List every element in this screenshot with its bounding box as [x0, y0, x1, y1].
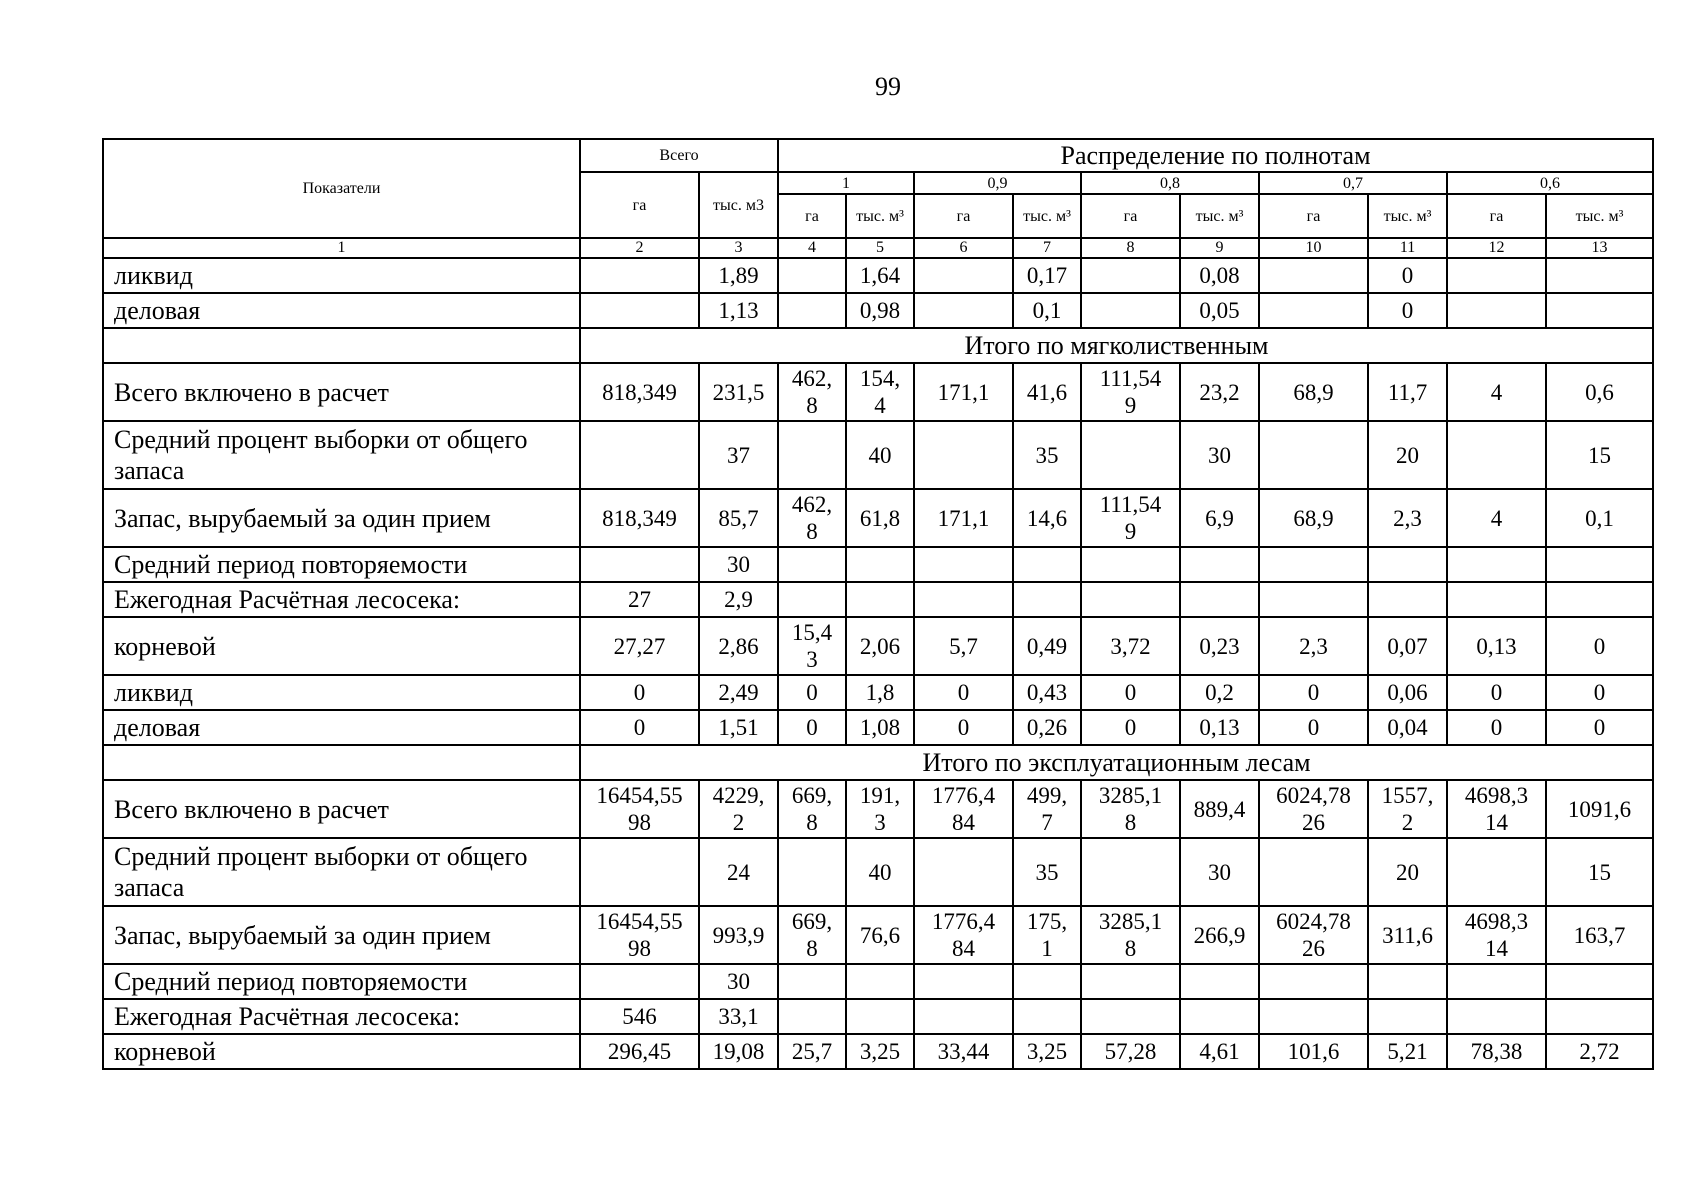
section-row	[103, 745, 1653, 780]
table-cell: 6024,78 26	[1259, 906, 1368, 964]
column-number: 8	[1081, 238, 1180, 258]
header-density-1: 1	[778, 172, 914, 194]
table-cell: 2,3	[1259, 617, 1368, 675]
section-title: Итого по эксплуатационным лесам	[580, 745, 1653, 780]
table-cell	[778, 999, 846, 1034]
table-cell	[580, 258, 699, 293]
table-cell: 0	[1546, 617, 1653, 675]
table-cell: 0,6	[1546, 363, 1653, 421]
row-label: деловая	[103, 293, 580, 328]
header-ha: га	[914, 194, 1013, 238]
table-cell: 0,2	[1180, 675, 1259, 710]
table-cell	[1368, 582, 1447, 617]
header-volume: тыс. м³	[1013, 194, 1081, 238]
header-density-0-9: 0,9	[914, 172, 1081, 194]
table-header	[103, 139, 1653, 258]
table-cell	[846, 547, 914, 582]
column-number: 5	[846, 238, 914, 258]
table-cell	[1081, 964, 1180, 999]
table-cell: 0	[580, 710, 699, 745]
table-cell: 2,9	[699, 582, 778, 617]
table-cell	[1447, 293, 1546, 328]
table-cell: 16454,55 98	[580, 906, 699, 964]
table-cell: 0,98	[846, 293, 914, 328]
column-number: 6	[914, 238, 1013, 258]
table-cell: 25,7	[778, 1034, 846, 1069]
table-cell	[1013, 999, 1081, 1034]
table-cell: 993,9	[699, 906, 778, 964]
table-cell: 1776,4 84	[914, 906, 1013, 964]
table-cell: 462, 8	[778, 489, 846, 547]
table-cell: 0,05	[1180, 293, 1259, 328]
table-cell: 1,08	[846, 710, 914, 745]
table-cell: 0,08	[1180, 258, 1259, 293]
table-cell: 2,49	[699, 675, 778, 710]
table-cell: 23,2	[1180, 363, 1259, 421]
column-number: 1	[103, 238, 580, 258]
table-cell	[1081, 838, 1180, 906]
table-cell: 1,51	[699, 710, 778, 745]
table-cell	[1447, 964, 1546, 999]
row-label: Всего включено в расчет	[103, 363, 580, 421]
table-row	[103, 617, 1653, 675]
table-cell: 0,07	[1368, 617, 1447, 675]
indicators-table	[102, 138, 1654, 1070]
table-cell: 0,13	[1180, 710, 1259, 745]
table-cell	[1447, 421, 1546, 489]
table-cell	[1081, 547, 1180, 582]
table-cell: 462, 8	[778, 363, 846, 421]
table-row	[103, 780, 1653, 838]
header-density-0-6: 0,6	[1447, 172, 1653, 194]
table-cell: 0,04	[1368, 710, 1447, 745]
table-cell	[1013, 582, 1081, 617]
header-total: Всего	[580, 139, 778, 172]
table-cell: 35	[1013, 421, 1081, 489]
table-cell: 15	[1546, 838, 1653, 906]
column-number: 11	[1368, 238, 1447, 258]
row-label: корневой	[103, 617, 580, 675]
table-cell	[1546, 293, 1653, 328]
table-cell: 61,8	[846, 489, 914, 547]
table-cell: 33,1	[699, 999, 778, 1034]
table-cell: 4698,3 14	[1447, 780, 1546, 838]
table-cell	[1259, 547, 1368, 582]
table-cell	[914, 999, 1013, 1034]
table-cell: 0,49	[1013, 617, 1081, 675]
table-cell	[1180, 964, 1259, 999]
table-cell: 0	[1259, 710, 1368, 745]
table-cell: 111,54 9	[1081, 489, 1180, 547]
table-cell	[778, 421, 846, 489]
table-cell: 5,21	[1368, 1034, 1447, 1069]
table-cell: 1091,6	[1546, 780, 1653, 838]
row-label: Ежегодная Расчётная лесосека:	[103, 999, 580, 1034]
table-cell	[914, 293, 1013, 328]
row-label: Средний процент выборки от общего запаса	[103, 421, 580, 489]
table-cell	[1447, 838, 1546, 906]
table-cell: 40	[846, 838, 914, 906]
table-cell: 3285,1 8	[1081, 906, 1180, 964]
table-cell: 154, 4	[846, 363, 914, 421]
table-cell: 0,43	[1013, 675, 1081, 710]
table-cell	[1546, 999, 1653, 1034]
table-cell: 41,6	[1013, 363, 1081, 421]
table-cell: 5,7	[914, 617, 1013, 675]
table-cell: 0	[1368, 293, 1447, 328]
table-cell	[1081, 421, 1180, 489]
table-cell: 111,54 9	[1081, 363, 1180, 421]
table-cell: 4	[1447, 363, 1546, 421]
row-label: ликвид	[103, 675, 580, 710]
table-cell	[1447, 582, 1546, 617]
table-cell: 0,23	[1180, 617, 1259, 675]
table-cell: 3,25	[1013, 1034, 1081, 1069]
table-cell: 3,25	[846, 1034, 914, 1069]
table-cell	[1546, 582, 1653, 617]
table-cell: 14,6	[1013, 489, 1081, 547]
table-cell	[1546, 547, 1653, 582]
table-cell: 30	[1180, 421, 1259, 489]
table-cell: 1,8	[846, 675, 914, 710]
table-cell: 15,4 3	[778, 617, 846, 675]
table-cell	[914, 838, 1013, 906]
table-cell: 4,61	[1180, 1034, 1259, 1069]
table-row	[103, 710, 1653, 745]
table-cell: 311,6	[1368, 906, 1447, 964]
column-number: 4	[778, 238, 846, 258]
table-cell	[1180, 582, 1259, 617]
table-cell: 0	[778, 675, 846, 710]
table-cell: 3285,1 8	[1081, 780, 1180, 838]
table-cell: 30	[699, 964, 778, 999]
table-cell: 57,28	[1081, 1034, 1180, 1069]
table-cell	[1368, 964, 1447, 999]
header-density-0-8: 0,8	[1081, 172, 1259, 194]
table-cell	[1259, 838, 1368, 906]
table-cell: 27	[580, 582, 699, 617]
table-cell	[1447, 999, 1546, 1034]
table-cell	[1259, 293, 1368, 328]
table-cell	[778, 547, 846, 582]
row-label: Ежегодная Расчётная лесосека:	[103, 582, 580, 617]
table-cell: 0,1	[1546, 489, 1653, 547]
table-cell: 35	[1013, 838, 1081, 906]
header-total-ha: га	[580, 172, 699, 238]
table-cell: 11,7	[1368, 363, 1447, 421]
table-cell: 818,349	[580, 363, 699, 421]
table-row	[103, 363, 1653, 421]
row-label: Запас, вырубаемый за один прием	[103, 906, 580, 964]
header-total-volume: тыс. м3	[699, 172, 778, 238]
table-cell	[1447, 547, 1546, 582]
header-distribution: Распределение по полнотам	[778, 139, 1653, 172]
table-cell	[1447, 258, 1546, 293]
table-cell	[914, 964, 1013, 999]
table-cell	[1013, 547, 1081, 582]
table-cell	[580, 421, 699, 489]
table-cell: 171,1	[914, 363, 1013, 421]
row-label: Средний период повторяемости	[103, 547, 580, 582]
column-number: 10	[1259, 238, 1368, 258]
row-label: деловая	[103, 710, 580, 745]
table-row	[103, 1034, 1653, 1069]
header-volume: тыс. м³	[1368, 194, 1447, 238]
table-cell: 4229, 2	[699, 780, 778, 838]
table-cell: 6,9	[1180, 489, 1259, 547]
table-cell: 546	[580, 999, 699, 1034]
table-cell: 4698,3 14	[1447, 906, 1546, 964]
table-cell: 6024,78 26	[1259, 780, 1368, 838]
table-cell: 0	[1081, 675, 1180, 710]
table-cell: 818,349	[580, 489, 699, 547]
table-cell: 76,6	[846, 906, 914, 964]
table-cell: 1776,4 84	[914, 780, 1013, 838]
table-row	[103, 547, 1653, 582]
table-cell: 0	[914, 675, 1013, 710]
column-number: 2	[580, 238, 699, 258]
section-blank-cell	[103, 328, 580, 363]
table-cell	[778, 582, 846, 617]
table-row	[103, 293, 1653, 328]
table-cell	[1013, 964, 1081, 999]
table-cell: 16454,55 98	[580, 780, 699, 838]
table-cell	[846, 582, 914, 617]
table-cell: 2,72	[1546, 1034, 1653, 1069]
section-row	[103, 328, 1653, 363]
header-volume: тыс. м³	[1546, 194, 1653, 238]
table-cell: 0	[778, 710, 846, 745]
table-cell	[1259, 999, 1368, 1034]
table-cell: 24	[699, 838, 778, 906]
table-cell	[1259, 582, 1368, 617]
table-cell	[914, 258, 1013, 293]
table-cell	[1546, 964, 1653, 999]
table-cell: 499, 7	[1013, 780, 1081, 838]
table-cell: 0,13	[1447, 617, 1546, 675]
table-cell	[778, 293, 846, 328]
column-number-row	[103, 238, 1653, 258]
table-cell: 3,72	[1081, 617, 1180, 675]
table-cell	[580, 293, 699, 328]
table-cell: 85,7	[699, 489, 778, 547]
row-label: Средний процент выборки от общего запаса	[103, 838, 580, 906]
row-label: Всего включено в расчет	[103, 780, 580, 838]
table-cell: 0	[914, 710, 1013, 745]
section-title: Итого по мягколиственным	[580, 328, 1653, 363]
table-cell: 30	[699, 547, 778, 582]
table-cell: 33,44	[914, 1034, 1013, 1069]
table-cell: 0	[1259, 675, 1368, 710]
table-cell: 1557, 2	[1368, 780, 1447, 838]
table-cell	[1081, 999, 1180, 1034]
table-row	[103, 838, 1653, 906]
header-ha: га	[1447, 194, 1546, 238]
table-row	[103, 999, 1653, 1034]
table-cell: 15	[1546, 421, 1653, 489]
table-cell: 0	[580, 675, 699, 710]
table-body	[103, 258, 1653, 1069]
table-cell: 0,26	[1013, 710, 1081, 745]
table-cell	[914, 421, 1013, 489]
table-cell: 231,5	[699, 363, 778, 421]
table-cell: 4	[1447, 489, 1546, 547]
table-cell: 30	[1180, 838, 1259, 906]
table-cell: 1,13	[699, 293, 778, 328]
table-row	[103, 582, 1653, 617]
column-number: 13	[1546, 238, 1653, 258]
table-cell: 40	[846, 421, 914, 489]
table-cell: 19,08	[699, 1034, 778, 1069]
table-cell: 68,9	[1259, 363, 1368, 421]
table-cell	[1180, 547, 1259, 582]
page-number: 99	[875, 72, 901, 101]
table-cell: 27,27	[580, 617, 699, 675]
table-cell	[778, 964, 846, 999]
table-cell: 0	[1546, 675, 1653, 710]
column-number: 3	[699, 238, 778, 258]
table-cell	[1546, 258, 1653, 293]
table-cell	[580, 838, 699, 906]
table-cell: 0	[1447, 710, 1546, 745]
table-cell	[1259, 964, 1368, 999]
table-cell: 2,86	[699, 617, 778, 675]
table-cell: 101,6	[1259, 1034, 1368, 1069]
table-cell	[580, 964, 699, 999]
table-cell	[1368, 999, 1447, 1034]
table-cell: 0	[1081, 710, 1180, 745]
table-cell: 0,17	[1013, 258, 1081, 293]
table-cell: 669, 8	[778, 780, 846, 838]
table-cell	[778, 838, 846, 906]
table-cell	[914, 547, 1013, 582]
table-cell: 37	[699, 421, 778, 489]
header-ha: га	[1259, 194, 1368, 238]
column-number: 7	[1013, 238, 1081, 258]
header-density-0-7: 0,7	[1259, 172, 1447, 194]
table-cell	[914, 582, 1013, 617]
table-cell: 0	[1368, 258, 1447, 293]
table-cell: 0	[1447, 675, 1546, 710]
row-label: корневой	[103, 1034, 580, 1069]
table-cell: 2,06	[846, 617, 914, 675]
column-number: 9	[1180, 238, 1259, 258]
row-label: Запас, вырубаемый за один прием	[103, 489, 580, 547]
table-cell	[1368, 547, 1447, 582]
header-ha: га	[778, 194, 846, 238]
table-cell: 1,64	[846, 258, 914, 293]
table-cell	[1259, 258, 1368, 293]
table-row	[103, 258, 1653, 293]
table-row	[103, 421, 1653, 489]
table-cell	[846, 964, 914, 999]
table-cell: 1,89	[699, 258, 778, 293]
table-cell	[1081, 258, 1180, 293]
table-cell: 68,9	[1259, 489, 1368, 547]
table-cell	[1259, 421, 1368, 489]
table-cell: 296,45	[580, 1034, 699, 1069]
table-cell	[1081, 582, 1180, 617]
table-cell	[580, 547, 699, 582]
header-ha: га	[1081, 194, 1180, 238]
table-cell: 889,4	[1180, 780, 1259, 838]
table-cell: 175, 1	[1013, 906, 1081, 964]
table-cell: 20	[1368, 838, 1447, 906]
table-cell: 2,3	[1368, 489, 1447, 547]
column-number: 12	[1447, 238, 1546, 258]
header-indicators: Показатели	[103, 139, 580, 238]
table-cell: 78,38	[1447, 1034, 1546, 1069]
row-label: ликвид	[103, 258, 580, 293]
table-cell: 163,7	[1546, 906, 1653, 964]
table-cell	[1180, 999, 1259, 1034]
header-volume: тыс. м³	[846, 194, 914, 238]
table-cell: 171,1	[914, 489, 1013, 547]
header-volume: тыс. м³	[1180, 194, 1259, 238]
table-cell	[778, 258, 846, 293]
table-row	[103, 675, 1653, 710]
table-cell: 266,9	[1180, 906, 1259, 964]
table-cell: 0,06	[1368, 675, 1447, 710]
section-blank-cell	[103, 745, 580, 780]
table-cell: 20	[1368, 421, 1447, 489]
table-row	[103, 489, 1653, 547]
table-cell	[846, 999, 914, 1034]
row-label: Средний период повторяемости	[103, 964, 580, 999]
table-cell: 0	[1546, 710, 1653, 745]
table-cell: 669, 8	[778, 906, 846, 964]
table-cell	[1081, 293, 1180, 328]
table-row	[103, 906, 1653, 964]
table-cell: 191, 3	[846, 780, 914, 838]
table-row	[103, 964, 1653, 999]
table-cell: 0,1	[1013, 293, 1081, 328]
